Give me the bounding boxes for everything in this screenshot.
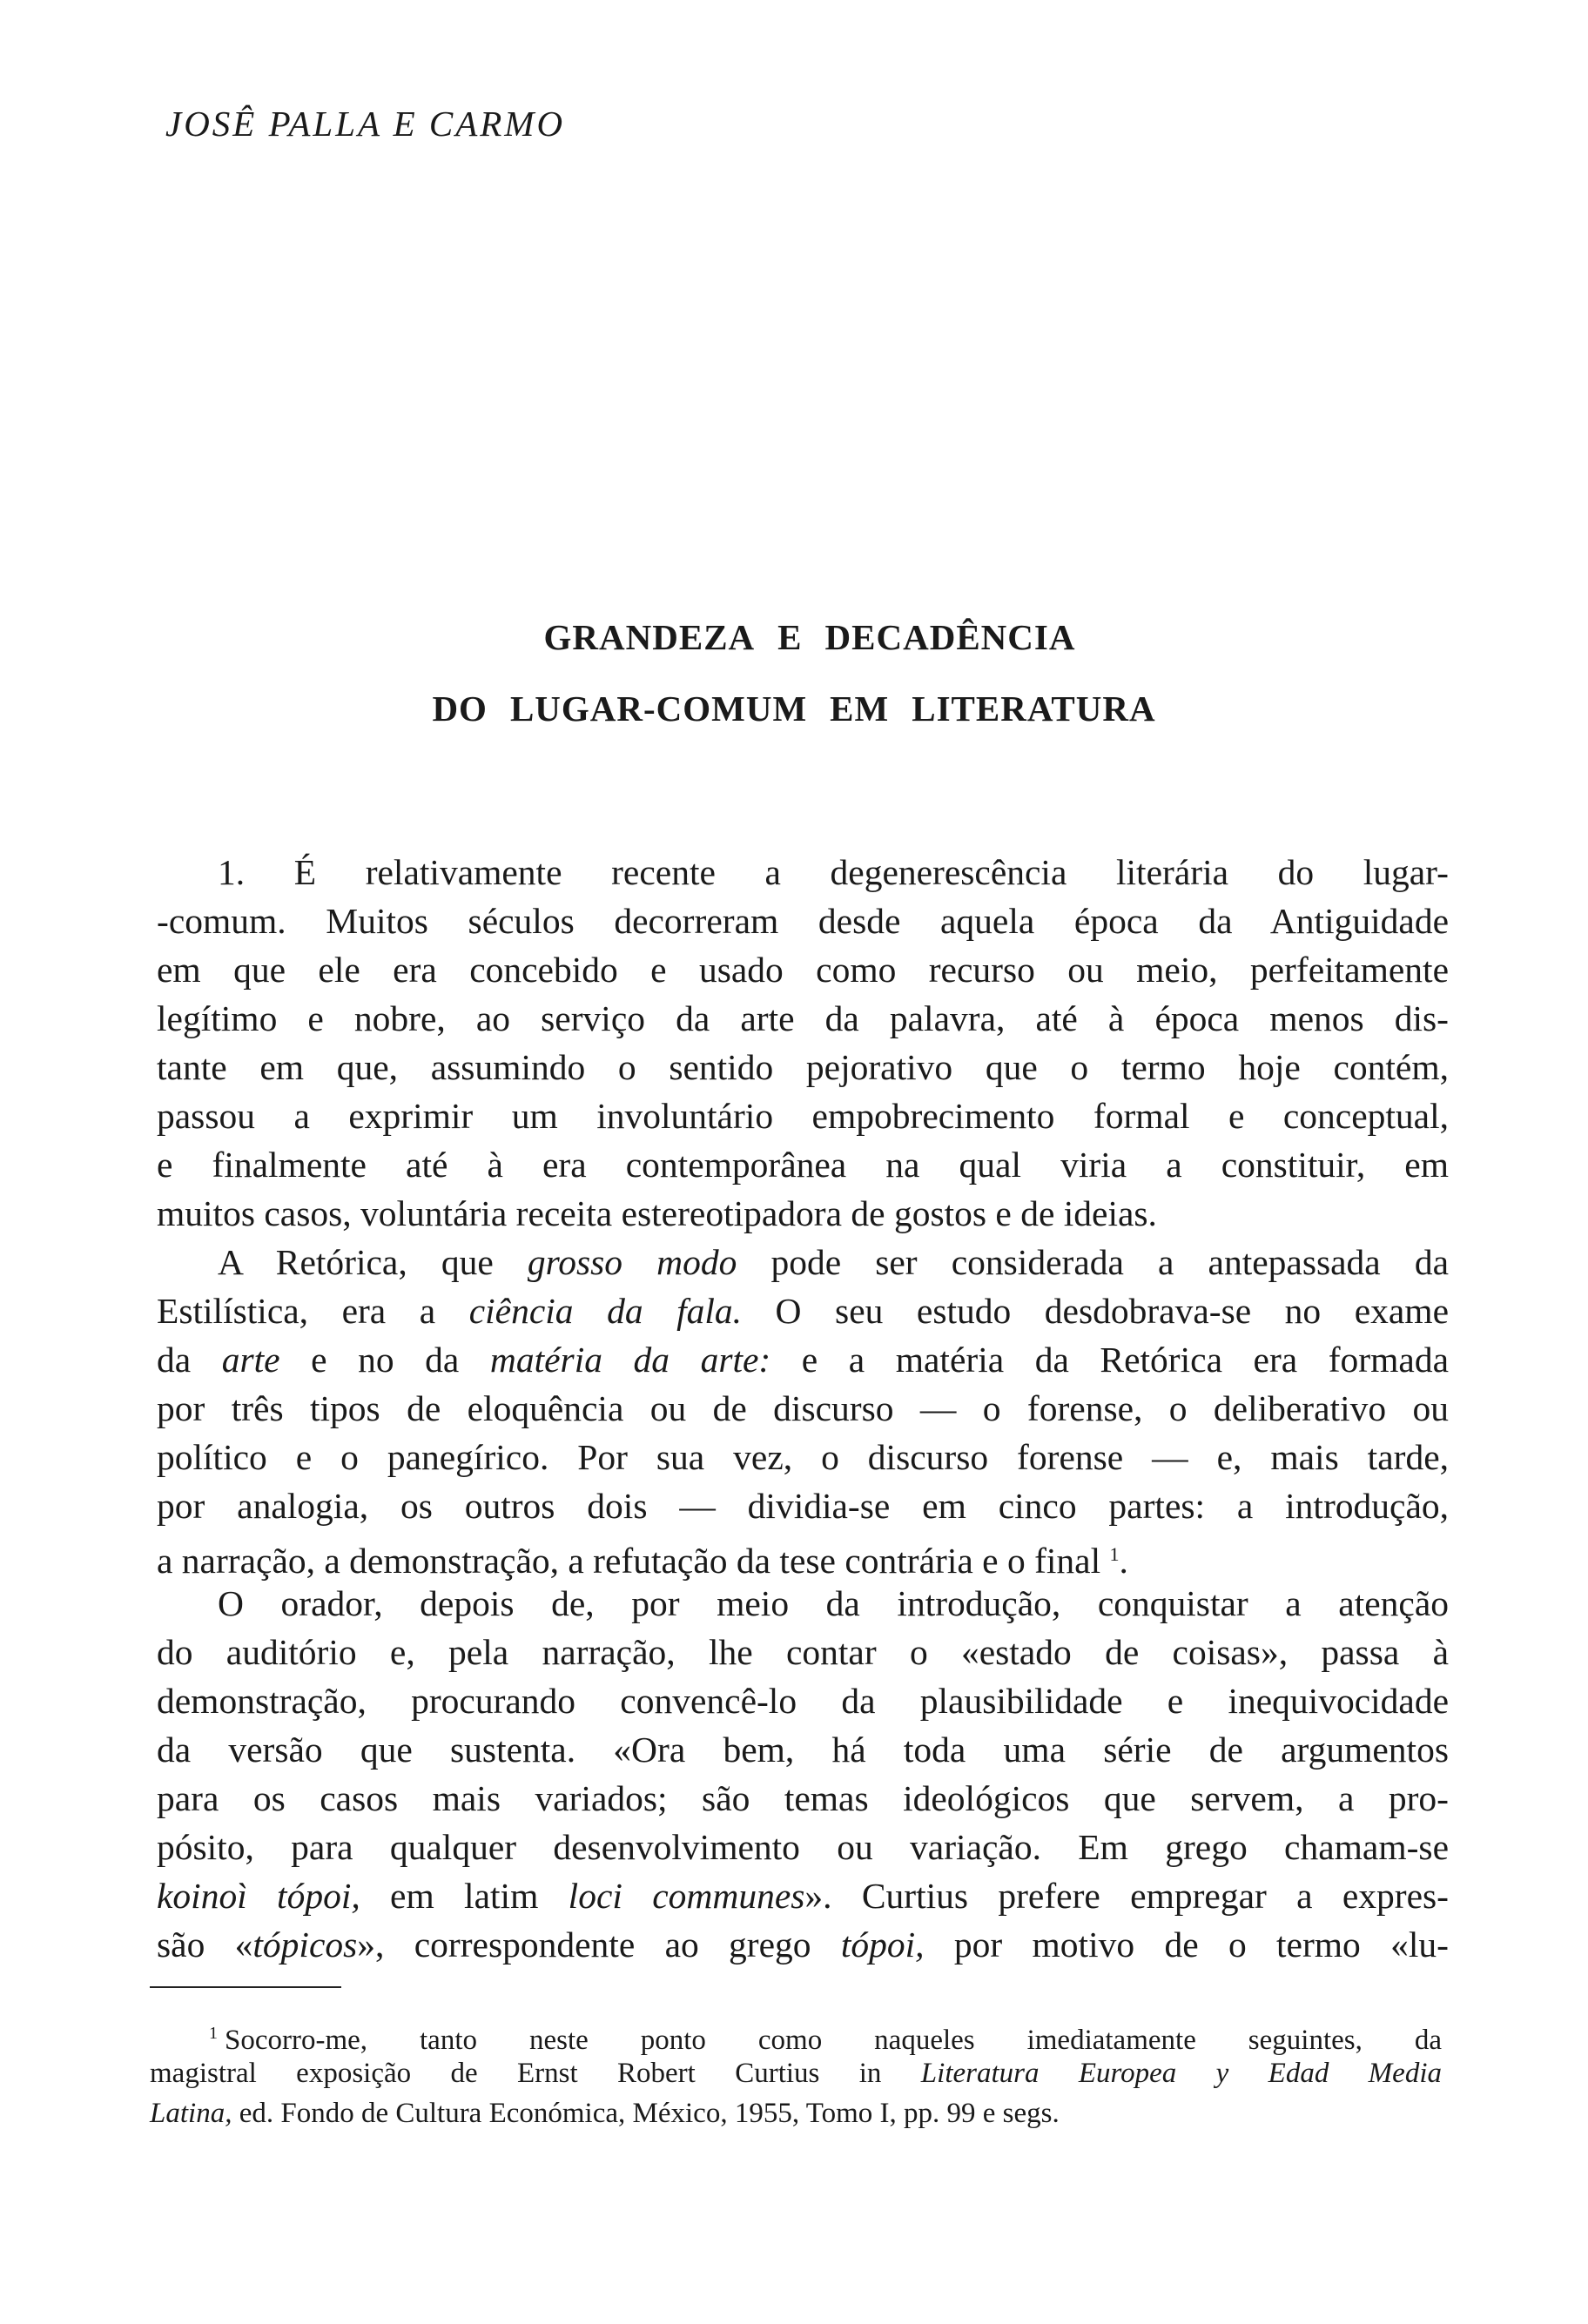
title-word: DECADÊNCIA: [824, 617, 1076, 657]
body-line: O orador, depois de, por meio da introdução, conquistar a atenção: [218, 1583, 1449, 1623]
body-line: Estilística, era a ciência da fala. O seu estudo desdobrava-se no exame: [157, 1291, 1449, 1331]
title-word: LUGAR-COMUM: [509, 688, 808, 729]
body-line: são «tópicos», correspondente ao grego tópoi, por motivo de o termo «lu-: [157, 1924, 1449, 1965]
title-word: DO: [432, 688, 488, 729]
footnote-mark: 1: [209, 2024, 218, 2043]
footnote-reference[interactable]: 1: [1109, 1543, 1120, 1565]
body-line: demonstração, procurando convencê-lo da plausibilidade e inequivocidade: [157, 1681, 1449, 1721]
body-line: por três tipos de eloquência ou de discurso — o forense, o deliberativo ou: [157, 1388, 1449, 1428]
body-line: da arte e no da matéria da arte: e a matéria da Retórica era formada: [157, 1340, 1450, 1380]
body-line: muitos casos, voluntária receita estereotipadora de gostos e de ideias.: [157, 1193, 1157, 1233]
footnote-line: $^1$ Socorro-me, tanto neste ponto como naqueles imediatamente seguintes, da: [209, 2024, 1442, 2056]
body-line: político e o panegírico. Por sua vez, o discurso forense — e, mais tarde,: [157, 1437, 1449, 1477]
body-line: pósito, para qualquer desenvolvimento ou variação. Em grego chamam-se: [157, 1827, 1449, 1867]
body-line: 1. É relativamente recente a degenerescência literária do lugar-: [218, 852, 1449, 892]
body-line: do auditório e, pela narração, lhe contar o «estado de coisas», passa à: [157, 1632, 1449, 1672]
body-line: para os casos mais variados; são temas ideológicos que servem, a pro-: [157, 1778, 1449, 1818]
body-line: legítimo e nobre, ao serviço da arte da palavra, até à época menos dis-: [157, 998, 1449, 1038]
footnote-line: magistral exposição de Ernst Robert Curtius in Literatura Europea y Edad Media: [150, 2058, 1442, 2089]
body-line: e finalmente até à era contemporânea na qual viria a constituir, em: [157, 1145, 1449, 1185]
body-line: da versão que sustenta. «Ora bem, há toda uma série de argumentos: [157, 1730, 1449, 1770]
body-line: por analogia, os outros dois — dividia-se em cinco partes: a introdução,: [157, 1486, 1449, 1526]
body-line: A Retórica, que grosso modo pode ser considerada a antepassada da: [218, 1242, 1449, 1282]
body-line: tante em que, assumindo o sentido pejorativo que o termo hoje contém,: [157, 1047, 1449, 1087]
article-title-line-2: [0, 688, 1588, 729]
title-word: GRANDEZA: [543, 617, 756, 657]
body-line: -comum. Muitos séculos decorreram desde aquela época da Antiguidade: [157, 901, 1449, 941]
body-line: a narração, a demonstração, a refutação da tese contrária e o final $^1$.: [157, 1541, 1128, 1581]
title-word: LITERATURA: [912, 688, 1156, 729]
footnote-separator: [150, 1986, 341, 1988]
body-line: passou a exprimir um involuntário empobrecimento formal e conceptual,: [157, 1096, 1449, 1136]
footnote-line: Latina, ed. Fondo de Cultura Económica, México, 1955, Tomo I, pp. 99 e segs.: [150, 2098, 1060, 2129]
body-line: em que ele era concebido e usado como recurso ou meio, perfeitamente: [157, 950, 1449, 990]
title-word: EM: [830, 688, 890, 729]
title-word: E: [777, 617, 803, 657]
article-title-line-1: [0, 616, 1588, 658]
running-header-author: JOSÊ PALLA E CARMO: [165, 104, 566, 144]
body-line: koinoì tópoi, em latim loci communes». Curtius prefere empregar a expres-: [157, 1876, 1449, 1916]
